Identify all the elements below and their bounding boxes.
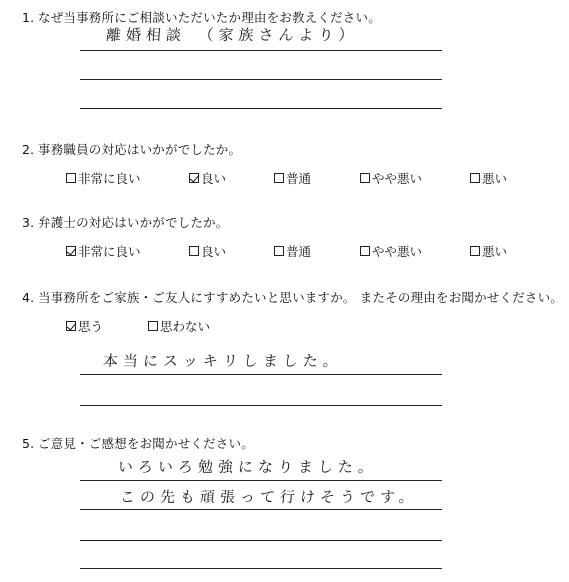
question-text: ご意見・ご感想をお聞かせください。 [38, 436, 254, 451]
question-4 [22, 288, 563, 306]
option-q2-4[interactable] [470, 169, 507, 187]
checkbox-icon[interactable] [274, 246, 284, 256]
checkbox-icon[interactable] [274, 173, 284, 183]
option-label: 思わない [160, 319, 211, 334]
handwritten-answer-5-line-2[interactable]: この先も頑張って行けそうです。 [119, 488, 420, 506]
option-q3-1[interactable] [189, 242, 226, 260]
option-label: 普通 [286, 244, 312, 259]
question-2 [22, 140, 241, 158]
checkbox-icon[interactable] [66, 173, 76, 183]
answer-line [80, 108, 442, 109]
option-q2-2[interactable] [274, 169, 311, 187]
answer-line [80, 79, 442, 80]
question-number: 4. [22, 290, 35, 305]
answer-line [80, 509, 442, 510]
answer-line [80, 540, 442, 541]
checked-checkbox-icon[interactable] [66, 321, 76, 331]
question-number: 1. [22, 10, 35, 25]
option-q4-1[interactable] [148, 317, 210, 335]
option-q2-3[interactable] [360, 169, 422, 187]
question-text: 当事務所をご家族・ご友人にすすめたいと思いますか。 またその理由をお聞かせください。 [38, 290, 564, 305]
option-q3-0[interactable] [66, 242, 141, 260]
checked-checkbox-icon[interactable] [66, 246, 76, 256]
option-q2-1[interactable] [189, 169, 226, 187]
option-label: やや悪い [372, 244, 423, 259]
answer-line [80, 50, 442, 51]
question-5 [22, 434, 254, 452]
question-3 [22, 213, 229, 231]
answer-line [80, 568, 442, 569]
option-q3-2[interactable] [274, 242, 311, 260]
handwritten-answer-5-line-1[interactable]: いろいろ勉強になりました。 [117, 458, 379, 476]
option-label: 普通 [286, 171, 312, 186]
option-q3-3[interactable] [360, 242, 422, 260]
option-label: 悪い [482, 171, 508, 186]
question-text: 弁護士の対応はいかがでしたか。 [38, 215, 229, 230]
question-text: 事務職員の対応はいかがでしたか。 [38, 142, 242, 157]
option-label: 非常に良い [78, 244, 141, 259]
checkbox-icon[interactable] [189, 246, 199, 256]
option-label: 良い [201, 244, 227, 259]
answer-line [80, 405, 442, 406]
option-label: 悪い [482, 244, 508, 259]
option-q4-0[interactable] [66, 317, 103, 335]
option-label: 良い [201, 171, 227, 186]
checkbox-icon[interactable] [470, 246, 480, 256]
checkbox-icon[interactable] [360, 246, 370, 256]
option-q3-4[interactable] [470, 242, 507, 260]
handwritten-answer-1[interactable]: 離婚相談 （家族さんより） [105, 26, 360, 44]
question-number: 3. [22, 215, 35, 230]
checked-checkbox-icon[interactable] [189, 173, 199, 183]
answer-line [80, 480, 442, 481]
option-label: 非常に良い [78, 171, 141, 186]
question-text: なぜ当事務所にご相談いただいたか理由をお教えください。 [38, 10, 381, 25]
handwritten-answer-4[interactable]: 本当にスッキリしました。 [102, 352, 344, 370]
option-label: やや悪い [372, 171, 423, 186]
option-label: 思う [78, 319, 104, 334]
answer-line [80, 374, 442, 375]
option-q2-0[interactable] [66, 169, 141, 187]
checkbox-icon[interactable] [148, 321, 158, 331]
question-number: 5. [22, 436, 35, 451]
checkbox-icon[interactable] [360, 173, 370, 183]
checkbox-icon[interactable] [470, 173, 480, 183]
question-number: 2. [22, 142, 35, 157]
